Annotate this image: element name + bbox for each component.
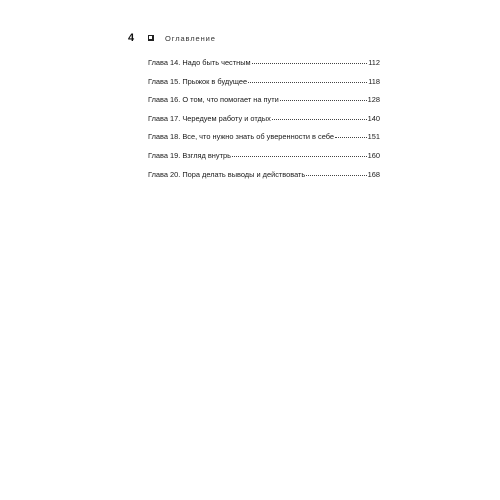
toc-entry-page: 151: [367, 132, 380, 142]
toc-entry-page: 168: [367, 169, 380, 179]
toc-entry-title: Глава 17. Чередуем работу и отдых: [148, 113, 271, 123]
toc-entry-page: 140: [367, 113, 380, 123]
toc-entry-page: 112: [368, 58, 380, 67]
toc-entry-page: 128: [367, 95, 380, 105]
toc-entry: [148, 170, 380, 189]
table-of-contents: [148, 58, 380, 188]
running-head: [128, 31, 216, 45]
toc-dot-leader: [248, 82, 367, 83]
toc-entry: [148, 58, 380, 77]
toc-dot-leader: [306, 175, 366, 176]
toc-entry-page: 160: [367, 150, 380, 160]
toc-entry-title: Глава 19. Взгляд внутрь: [148, 150, 231, 160]
toc-entry-title: Глава 14. Надо быть честным: [148, 58, 251, 67]
toc-dot-leader: [280, 100, 367, 101]
toc-entry: [148, 95, 380, 114]
square-icon: [148, 35, 154, 41]
toc-entry-page: 118: [368, 76, 380, 86]
toc-entry: [148, 132, 380, 151]
section-title: Оглавление: [165, 33, 216, 43]
toc-entry-title: Глава 16. О том, что помогает на пути: [148, 95, 279, 105]
toc-entry: [148, 114, 380, 133]
toc-dot-leader: [232, 156, 367, 157]
toc-dot-leader: [335, 137, 367, 138]
toc-dot-leader: [252, 63, 368, 64]
page-number: 4: [128, 32, 135, 44]
toc-entry: [148, 77, 380, 96]
toc-entry-title: Глава 18. Все, что нужно знать об уверенности в себе: [148, 132, 335, 142]
toc-entry-title: Глава 15. Прыжок в будущее: [148, 76, 248, 86]
toc-entry: [148, 151, 380, 170]
toc-dot-leader: [272, 119, 367, 120]
toc-entry-title: Глава 20. Пора делать выводы и действовать: [148, 169, 306, 179]
